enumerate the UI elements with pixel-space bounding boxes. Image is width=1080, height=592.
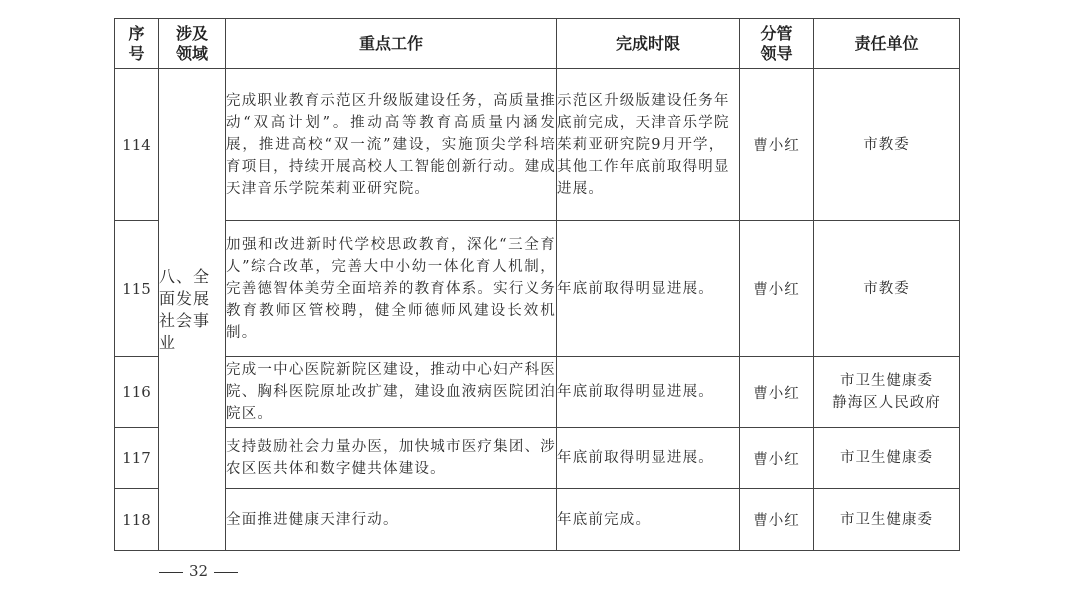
row-seq: 115 xyxy=(115,221,159,357)
header-seq: 序号 xyxy=(115,19,159,69)
row-deadline: 示范区升级版建设任务年底前完成，天津音乐学院茱莉亚研究院9月开学，其他工作年底前取得明显进展。 xyxy=(557,69,740,221)
row-leader: 曹小红 xyxy=(740,357,814,428)
table-row xyxy=(115,69,960,221)
row-deadline: 年底前取得明显进展。 xyxy=(557,221,740,357)
row-unit xyxy=(814,489,960,551)
row-seq: 114 xyxy=(115,69,159,221)
domain-cell: 八、全面发展社会事业 xyxy=(159,69,226,551)
task-table-sheet xyxy=(114,18,959,551)
table-row xyxy=(115,489,960,551)
table-row xyxy=(115,221,960,357)
row-work: 全面推进健康天津行动。 xyxy=(226,489,557,551)
row-leader: 曹小红 xyxy=(740,69,814,221)
unit-name: 市卫生健康委 xyxy=(840,450,933,466)
key-tasks-table xyxy=(114,18,960,551)
header-leader: 分管领导 xyxy=(740,19,814,69)
unit-name: 市教委 xyxy=(863,280,910,297)
footer-dash-right xyxy=(214,572,238,573)
row-leader: 曹小红 xyxy=(740,221,814,357)
row-work: 完成职业教育示范区升级版建设任务，高质量推动“双高计划”。推动高等教育高质量内涵发展，推进高校“双一流”建设，实施顶尖学科培育项目，持续开展高校人工智能创新行动。建成天津音乐学院茱莉亚研究院。 xyxy=(226,69,557,221)
row-seq: 116 xyxy=(115,357,159,428)
row-unit xyxy=(814,357,960,428)
row-unit xyxy=(814,69,960,221)
row-unit xyxy=(814,428,960,489)
unit-name: 静海区人民政府 xyxy=(832,395,941,411)
row-seq: 118 xyxy=(115,489,159,551)
row-unit xyxy=(814,221,960,357)
row-work: 加强和改进新时代学校思政教育，深化“三全育人”综合改革，完善大中小幼一体化育人机制，完善德智体美劳全面培养的教育体系。实行义务教育教师区管校聘，健全师德师风建设长效机制。 xyxy=(226,221,557,357)
row-leader: 曹小红 xyxy=(740,428,814,489)
row-seq: 117 xyxy=(115,428,159,489)
unit-name: 市卫生健康委 xyxy=(840,373,933,389)
row-work: 支持鼓励社会力量办医，加快城市医疗集团、涉农区医共体和数字健共体建设。 xyxy=(226,428,557,489)
table-header-row xyxy=(115,19,960,69)
table-row xyxy=(115,428,960,489)
row-deadline: 年底前完成。 xyxy=(557,489,740,551)
header-domain: 涉及领域 xyxy=(159,19,226,69)
row-deadline: 年底前取得明显进展。 xyxy=(557,357,740,428)
unit-name: 市卫生健康委 xyxy=(840,511,933,528)
header-work: 重点工作 xyxy=(226,19,557,69)
page-number: 32 xyxy=(189,562,209,580)
row-work: 完成一中心医院新院区建设，推动中心妇产科医院、胸科医院原址改扩建，建设血液病医院团泊院区。 xyxy=(226,357,557,428)
page-number-footer xyxy=(153,562,244,580)
header-deadline: 完成时限 xyxy=(557,19,740,69)
header-unit: 责任单位 xyxy=(814,19,960,69)
table-row xyxy=(115,357,960,428)
row-deadline: 年底前取得明显进展。 xyxy=(557,428,740,489)
row-leader: 曹小红 xyxy=(740,489,814,551)
unit-name: 市教委 xyxy=(863,136,910,153)
footer-dash-left xyxy=(159,572,183,573)
